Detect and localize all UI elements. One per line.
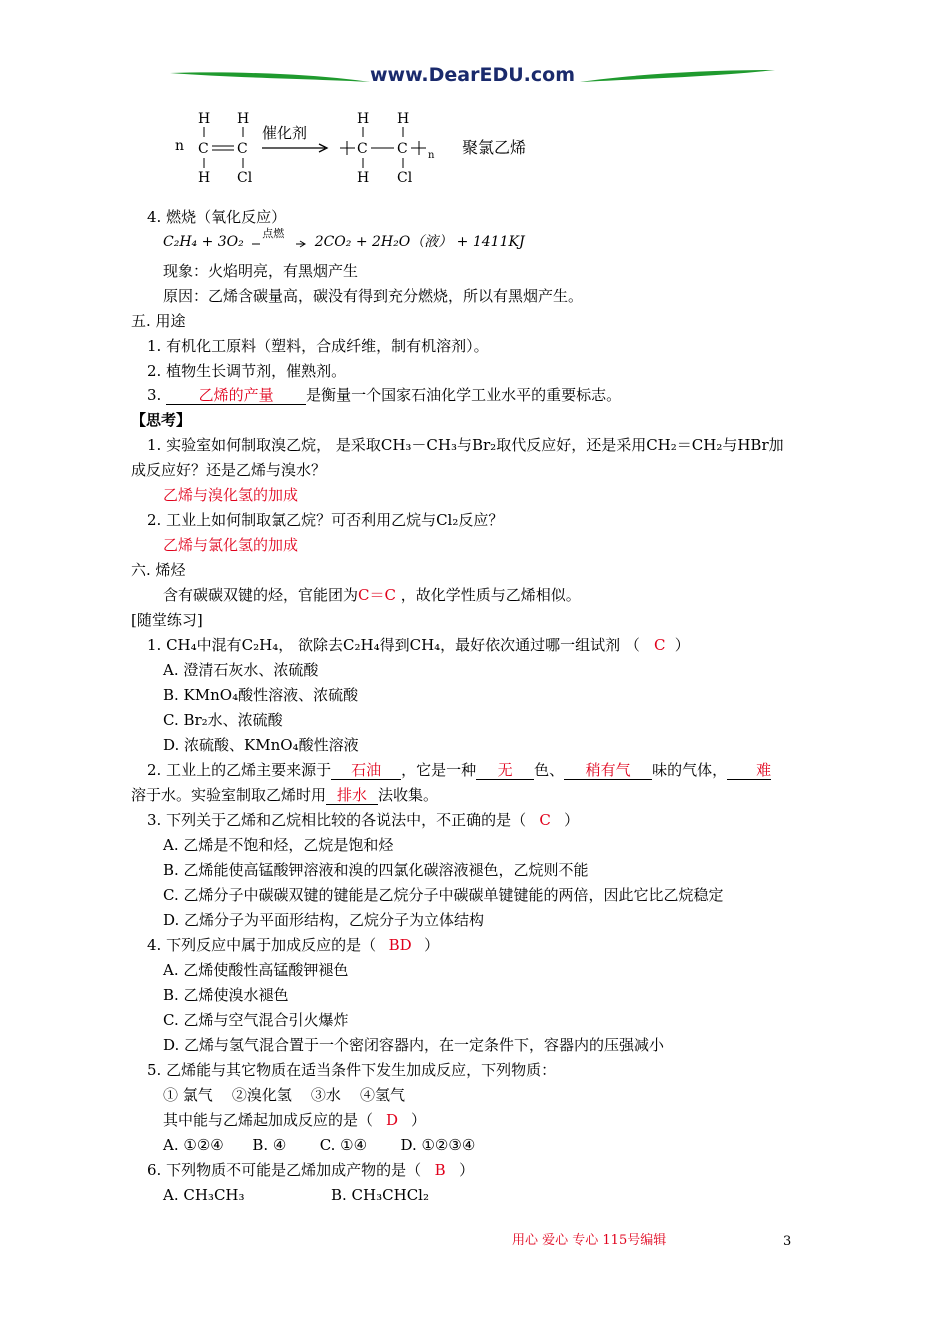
footer-slogan: 用心 爱心 专心 115号编辑 — [512, 1233, 667, 1248]
s4-phenomenon: 现象：火焰明亮，有黑烟产生 — [163, 262, 359, 280]
q5-close: ） — [411, 1111, 427, 1129]
q6-option-a: A. CH₃CH₃ — [163, 1186, 245, 1204]
page-number: 3 — [783, 1234, 792, 1249]
q4-option: B. 乙烯使溴水褪色 — [163, 986, 289, 1004]
q1-option: A. 澄清石灰水、浓硫酸 — [163, 661, 319, 679]
q1-option: B. KMnO₄酸性溶液、浓硫酸 — [163, 686, 359, 704]
q2-text: ，它是一种 — [401, 761, 477, 779]
practice-q5: 5. 乙烯能与其它物质在适当条件下发生加成反应，下列物质： — [147, 1061, 557, 1079]
atom-h: H — [397, 111, 410, 127]
atom-c: C — [397, 141, 408, 157]
combustion-equation — [163, 227, 525, 252]
q3-close: ） — [564, 811, 580, 829]
reaction-diagram — [170, 106, 570, 186]
q3-option: C. 乙烯分子中碳碳双键的键能是乙烷分子中碳碳单键键能的两倍，因此它比乙烷稳定 — [163, 886, 724, 904]
s5-title: 五. 用途 — [131, 312, 186, 330]
q2-text: 法收集。 — [378, 786, 439, 804]
s4-reason: 原因：乙烯含碳量高，碳没有得到充分燃烧，所以有黑烟产生。 — [163, 287, 584, 305]
atom-h: H — [198, 170, 211, 186]
q3-option: B. 乙烯能使高锰酸钾溶液和溴的四氯化碳溶液褪色，乙烷则不能 — [163, 861, 589, 879]
answer-blank: 乙烯的产量 — [166, 386, 306, 405]
atom-c: C — [198, 141, 209, 157]
q6-answer: B — [434, 1161, 446, 1179]
equation-left: C₂H₄ + 3O₂ — [163, 234, 244, 250]
q2-text: 色、 — [534, 761, 565, 779]
answer-blank: 无 — [476, 761, 534, 780]
q5-answer: D — [386, 1111, 399, 1129]
header-brand: www.DearEDU.com — [369, 64, 576, 86]
q3-option: D. 乙烯分子为平面形结构，乙烷分子为立体结构 — [163, 911, 485, 929]
answer-blank: 难 — [727, 761, 771, 780]
s6-text-pre: 含有碳碳双键的烃，官能团为 — [163, 586, 359, 604]
think-title: 【思考】 — [131, 411, 192, 429]
atom-c: C — [357, 141, 368, 157]
q6-close: ） — [459, 1161, 475, 1179]
practice-title: [随堂练习] — [131, 611, 203, 629]
equation-condition: 点燃 — [262, 227, 285, 240]
think-q2: 2. 工业上如何制取氯乙烷？可否利用乙烷与Cl₂反应？ — [147, 511, 504, 529]
q1-answer: C — [653, 636, 666, 654]
q4-close: ） — [424, 936, 440, 954]
q1-close: ） — [674, 636, 690, 654]
q5-ask-text: 其中能与乙烯起加成反应的是（ — [163, 1111, 374, 1129]
think-q1-line1: 1. 实验室如何制取溴乙烷， 是采取CH₃－CH₃与Br₂取代反应好，还是采用CH₂＝CH₂与HBr加 — [147, 436, 784, 454]
atom-cl: Cl — [237, 170, 253, 186]
s6-title: 六. 烯烃 — [131, 561, 186, 579]
atom-h: H — [357, 170, 370, 186]
s6-text — [163, 585, 581, 605]
think-q1-line2: 成反应好？还是乙烯与溴水？ — [131, 461, 327, 479]
practice-q2-line1 — [147, 760, 771, 780]
practice-q4 — [147, 935, 439, 955]
q2-text: 味的气体， — [652, 761, 728, 779]
q4-answer: BD — [388, 936, 412, 954]
item-text: 是衡量一个国家石油化学工业水平的重要标志。 — [306, 386, 622, 404]
q5-options: A. ①②④ B. ④ C. ①④ D. ①②③④ — [163, 1136, 476, 1154]
practice-q2-line2 — [131, 785, 438, 805]
atom-h: H — [357, 111, 370, 127]
atom-h: H — [237, 111, 250, 127]
q2-text: 2. 工业上的乙烯主要来源于 — [147, 761, 332, 779]
s6-text-answer: C＝C — [358, 586, 396, 604]
atom-c: C — [237, 141, 248, 157]
q4-text: 4. 下列反应中属于加成反应的是（ — [147, 936, 377, 954]
q5-ask — [163, 1110, 426, 1130]
s4-title: 4. 燃烧（氧化反应） — [147, 208, 287, 226]
equation-arrow — [248, 227, 310, 252]
answer-blank: 排水 — [326, 786, 378, 805]
q1-option: D. 浓硫酸、KMnO₄酸性溶液 — [163, 736, 359, 754]
s5-item-2: 2. 植物生长调节剂，催熟剂。 — [147, 362, 347, 380]
atom-cl: Cl — [397, 170, 413, 186]
q1-option: C. Br₂水、浓硫酸 — [163, 711, 283, 729]
q2-text: 溶于水。实验室制取乙烯时用 — [131, 786, 327, 804]
think-a2: 乙烯与氯化氢的加成 — [163, 536, 299, 554]
atom-h: H — [198, 111, 211, 127]
q3-answer: C — [539, 811, 551, 829]
equation-right: 2CO₂ + 2H₂O（液） + 1411KJ — [314, 234, 525, 250]
item-number: 3. — [147, 386, 162, 404]
catalyst-label: 催化剂 — [262, 124, 308, 142]
q1-text: 1. CH₄中混有C₂H₄， 欲除去C₂H₄得到CH₄，最好依次通过哪一组试剂 （ — [147, 636, 640, 654]
q3-text: 3. 下列关于乙烯和乙烷相比较的各说法中，不正确的是（ — [147, 811, 527, 829]
s6-text-post: ，故化学性质与乙烯相似。 — [400, 586, 581, 604]
practice-q1 — [147, 635, 690, 655]
q4-option: C. 乙烯与空气混合引火爆炸 — [163, 1011, 349, 1029]
q6-option-b: B. CH₃CHCl₂ — [331, 1186, 429, 1204]
answer-blank: 稍有气 — [564, 761, 652, 780]
subscript-n: n — [428, 150, 435, 161]
q4-option: A. 乙烯使酸性高锰酸钾褪色 — [163, 961, 349, 979]
q5-list: ① 氯气 ②溴化氢 ③水 ④氢气 — [163, 1086, 405, 1104]
think-a1: 乙烯与溴化氢的加成 — [163, 486, 299, 504]
s5-item-3 — [147, 385, 621, 405]
coef-n: n — [175, 138, 185, 154]
q4-option: D. 乙烯与氢气混合置于一个密闭容器内，在一定条件下，容器内的压强减小 — [163, 1036, 665, 1054]
practice-q6 — [147, 1160, 474, 1180]
arrow-icon — [248, 232, 310, 252]
header-banner — [165, 62, 780, 96]
q3-option: A. 乙烯是不饱和烃，乙烷是饱和烃 — [163, 836, 394, 854]
q6-text: 6. 下列物质不可能是乙烯加成产物的是（ — [147, 1161, 422, 1179]
answer-blank: 石油 — [331, 761, 401, 780]
practice-q3 — [147, 810, 579, 830]
product-name: 聚氯乙烯 — [462, 138, 527, 157]
s5-item-1: 1. 有机化工原料（塑料，合成纤维，制有机溶剂）。 — [147, 337, 489, 355]
